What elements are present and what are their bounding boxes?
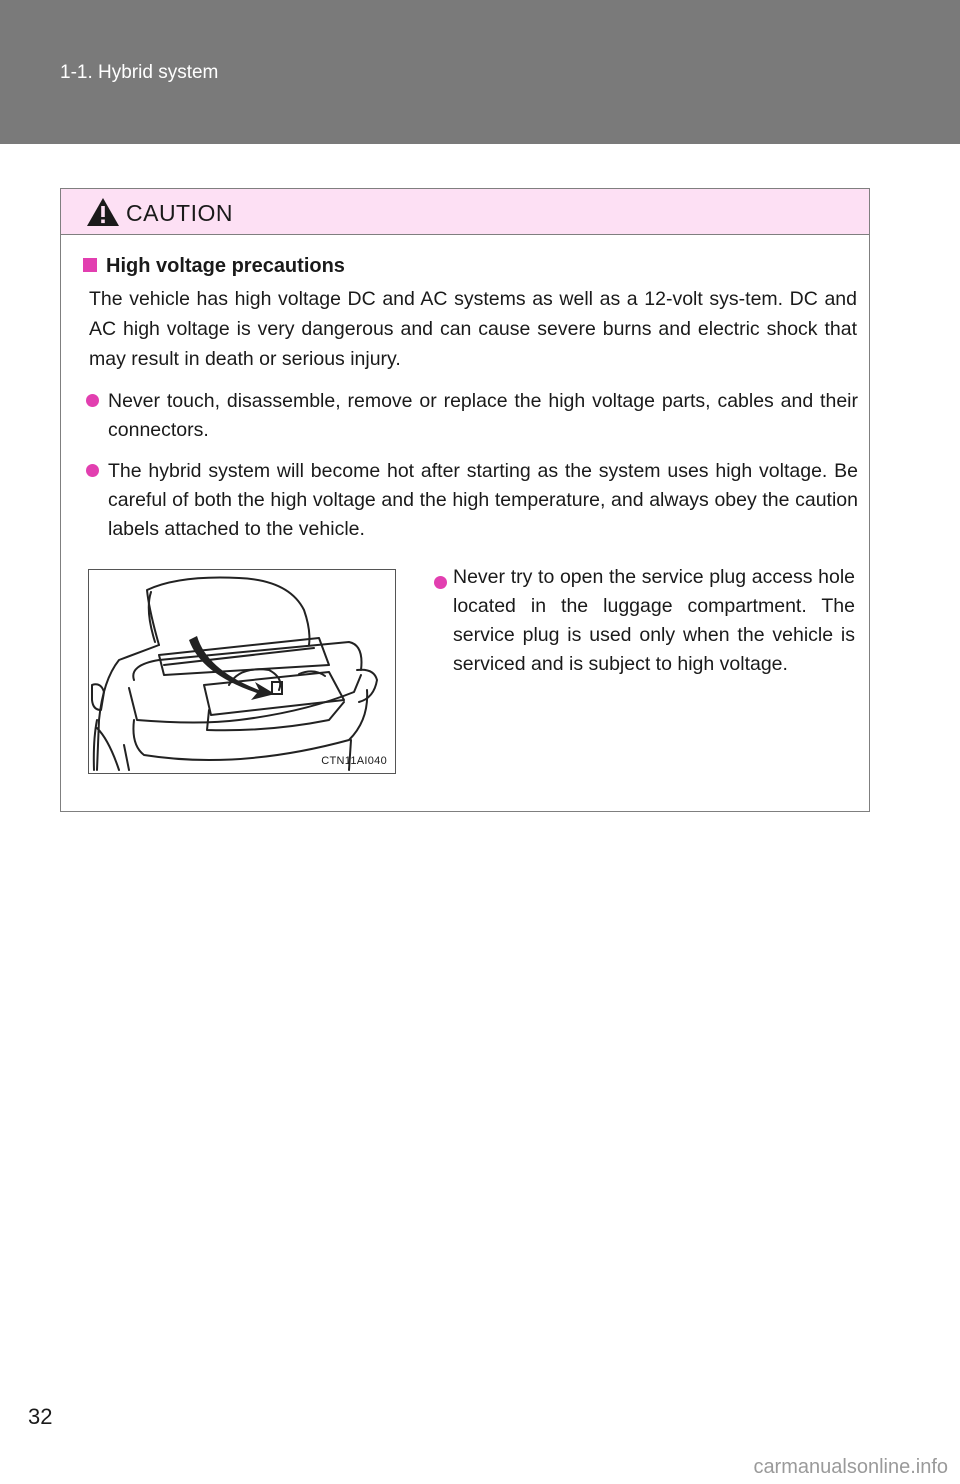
bullet-item: Never try to open the service plug access hole located in the luggage compartment. The service plug is used only when the vehicle is serviced and is subject to high voltage.	[453, 566, 855, 675]
caution-box	[60, 188, 870, 812]
section-heading	[83, 255, 345, 278]
figure-code: CTN11AI040	[321, 755, 387, 767]
caution-header	[61, 189, 869, 235]
bullet-item: Never touch, disassemble, remove or replace the high voltage parts, cables and their connectors.	[108, 390, 858, 441]
bullet-item: The hybrid system will become hot after starting as the system uses high voltage. Be careful of both the high voltage and the high temperature, and always obey the caution labels attached to the vehicle.	[108, 460, 858, 540]
page-header-bar	[0, 0, 960, 144]
square-bullet-icon	[83, 258, 97, 272]
warning-triangle-icon	[86, 197, 120, 227]
section-title: 1-1. Hybrid system	[60, 62, 219, 83]
round-bullet-icon	[86, 394, 99, 407]
page-number: 32	[28, 1404, 53, 1429]
luggage-compartment-illustration	[88, 569, 396, 774]
intro-paragraph: The vehicle has high voltage DC and AC systems as well as a 12-volt sys-tem. DC and AC high voltage is very dangerous and can cause severe burns and electric shock that may result in death or serious injury.	[89, 288, 857, 370]
car-trunk-drawing	[89, 570, 395, 773]
round-bullet-icon	[86, 464, 99, 477]
section-heading-text: High voltage precautions	[106, 255, 345, 277]
caution-title: CAUTION	[126, 200, 233, 226]
round-bullet-icon	[434, 576, 447, 589]
watermark-text[interactable]: carmanualsonline.info	[753, 1456, 948, 1478]
